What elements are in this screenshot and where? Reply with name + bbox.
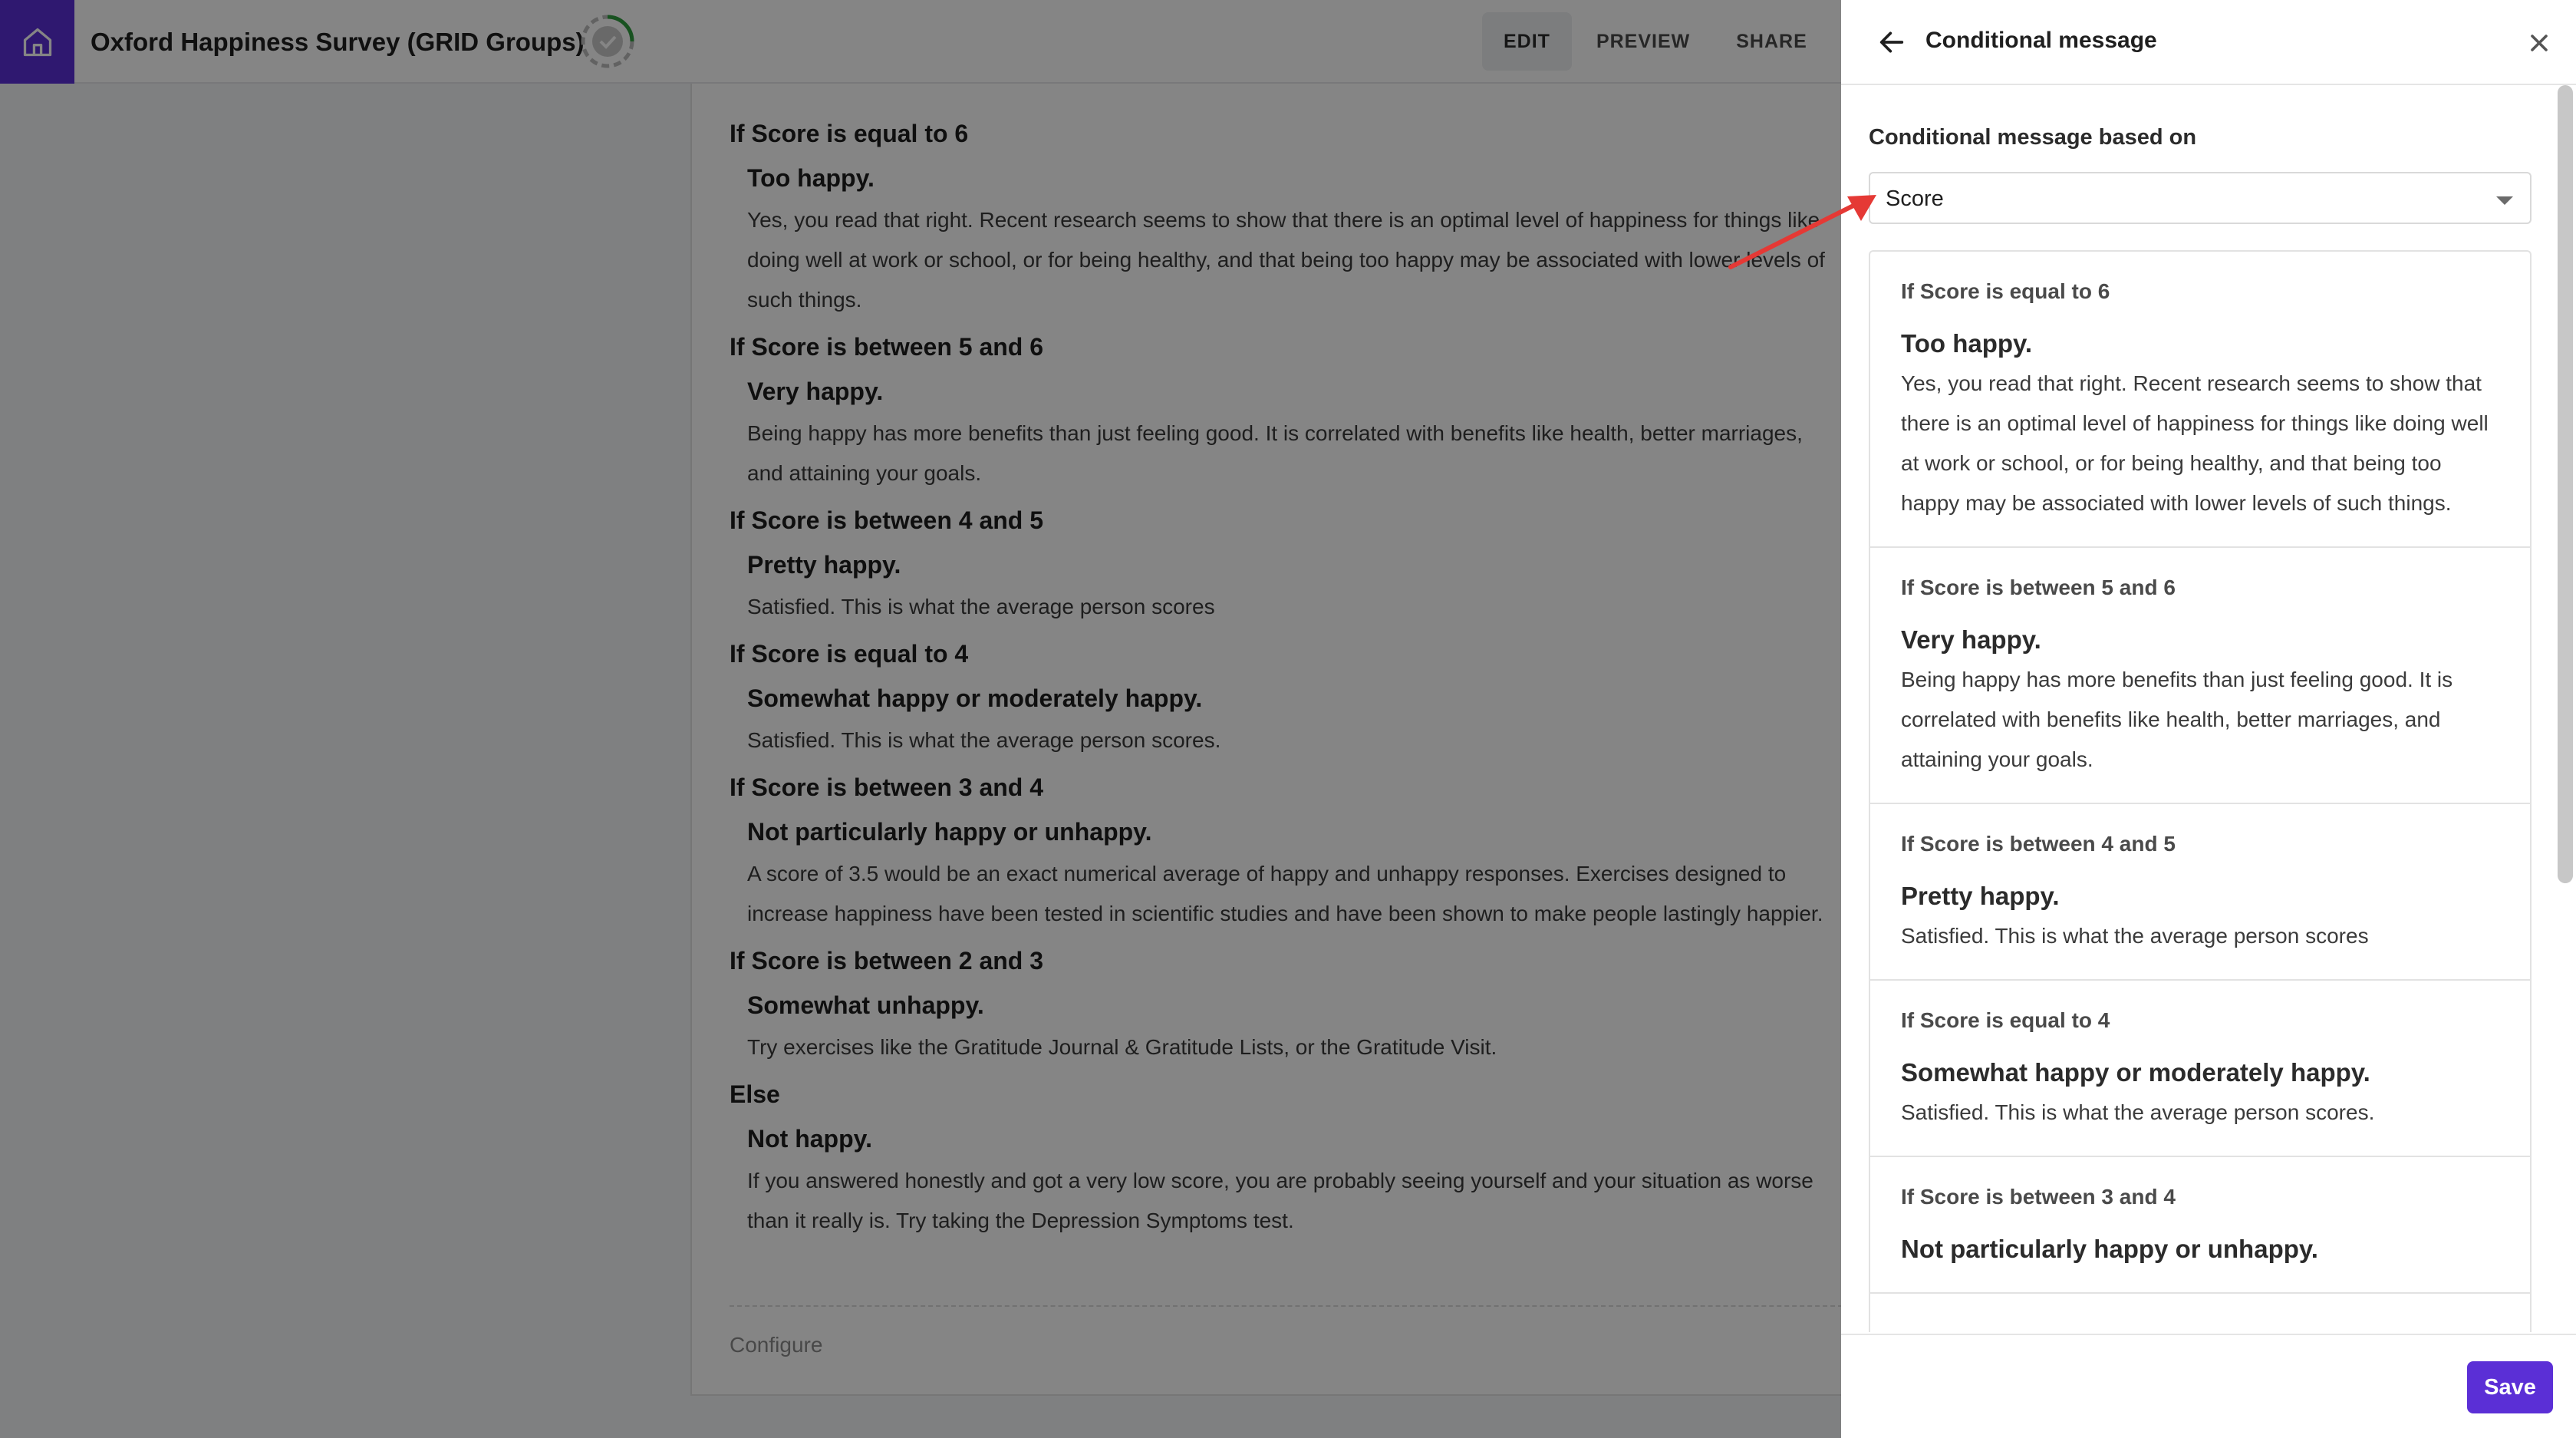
panel-scrollbar[interactable] xyxy=(2558,85,2573,883)
configure-link[interactable]: Configure xyxy=(730,1333,823,1357)
rule-condition: If Score is between 4 and 5 xyxy=(730,506,1044,534)
rule-title: Very happy. xyxy=(747,378,884,405)
rule-title: Not particularly happy or unhappy. xyxy=(747,818,1152,846)
rule-body: Satisfied. This is what the average person scores xyxy=(747,595,1215,618)
rule-title: Somewhat happy or moderately happy. xyxy=(747,684,1203,712)
condition-item[interactable] xyxy=(1870,252,2530,548)
based-on-select[interactable] xyxy=(1869,172,2532,224)
tab-edit[interactable]: EDIT xyxy=(1482,12,1572,71)
tab-share[interactable]: SHARE xyxy=(1736,30,1807,52)
rule-body: Try exercises like the Gratitude Journal & Gratitude Lists, or the Gratitude Visit. xyxy=(747,1035,1497,1059)
condition-title: Very happy. xyxy=(1901,625,2041,654)
condition-label: If Score is between 3 and 4 xyxy=(1901,1185,2176,1209)
annotation-arrow-icon xyxy=(1726,190,1879,275)
condition-list xyxy=(1869,250,2532,1332)
condition-title: Not particularly happy or unhappy. xyxy=(1901,1235,2318,1263)
condition-label: If Score is equal to 6 xyxy=(1901,279,2110,303)
tab-preview[interactable]: PREVIEW xyxy=(1596,30,1691,52)
close-icon[interactable] xyxy=(2525,29,2553,57)
chevron-down-icon xyxy=(2496,196,2513,205)
condition-label: If Score is between 4 and 5 xyxy=(1901,832,2176,856)
condition-item[interactable] xyxy=(1870,1157,2530,1294)
condition-body: Satisfied. This is what the average person scores xyxy=(1901,924,2369,948)
rule-title: Pretty happy. xyxy=(747,551,901,579)
condition-label: If Score is equal to 4 xyxy=(1901,1008,2110,1032)
rule-body: A score of 3.5 would be an exact numerical average of happy and unhappy responses. Exercises designed to increase happiness have been tested in scientific studies and have been shown to make people lastingly happier. xyxy=(747,862,1823,925)
panel-title: Conditional message xyxy=(1925,28,2157,53)
field-label: Conditional message based on xyxy=(1869,125,2197,150)
condition-item[interactable] xyxy=(1870,981,2530,1157)
condition-label: If Score is between 5 and 6 xyxy=(1901,576,2176,599)
condition-title: Too happy. xyxy=(1901,329,2033,358)
condition-body: Yes, you read that right. Recent research seems to show that there is an optimal level of happiness for things like doing well at work or school, or for being healthy, and that being too happy may be associated with lower levels of such things. xyxy=(1901,371,2489,515)
conditional-message-panel xyxy=(1841,0,2576,1438)
rule-condition: Else xyxy=(730,1080,780,1108)
save-button[interactable]: Save xyxy=(2467,1361,2553,1413)
rule-body: Being happy has more benefits than just feeling good. It is correlated with benefits like health, better marriages, and attaining your goals. xyxy=(747,421,1803,485)
select-value: Score xyxy=(1886,186,1944,211)
condition-item[interactable] xyxy=(1870,548,2530,804)
condition-item[interactable] xyxy=(1870,804,2530,981)
rule-condition: If Score is between 2 and 3 xyxy=(730,947,1044,975)
condition-body: Being happy has more benefits than just feeling good. It is correlated with benefits like health, better marriages, and attaining your goals. xyxy=(1901,668,2453,771)
rule-condition: If Score is between 5 and 6 xyxy=(730,333,1044,361)
condition-title: Somewhat happy or moderately happy. xyxy=(1901,1058,2370,1087)
condition-body: Satisfied. This is what the average person scores. xyxy=(1901,1100,2375,1124)
condition-title: Pretty happy. xyxy=(1901,882,2060,910)
panel-header xyxy=(1841,0,2576,85)
survey-title: Oxford Happiness Survey (GRID Groups) xyxy=(91,27,585,56)
back-arrow-icon[interactable] xyxy=(1876,27,1907,58)
rule-body: Yes, you read that right. Recent research seems to show that there is an optimal level of happiness for things like doing well at work or school, or for being healthy, and that being too happy may be associated with lower levels of such things. xyxy=(747,208,1825,312)
rule-condition: If Score is equal to 4 xyxy=(730,640,969,668)
rule-title: Not happy. xyxy=(747,1125,872,1153)
rule-condition: If Score is equal to 6 xyxy=(730,120,969,147)
rule-body: Satisfied. This is what the average person scores. xyxy=(747,728,1221,752)
panel-footer xyxy=(1841,1334,2576,1438)
rule-condition: If Score is between 3 and 4 xyxy=(730,773,1044,801)
rule-body: If you answered honestly and got a very low score, you are probably seeing yourself and your situation as worse than it really is. Try taking the Depression Symptoms test. xyxy=(747,1169,1813,1232)
rule-title: Somewhat unhappy. xyxy=(747,991,984,1019)
rule-title: Too happy. xyxy=(747,164,875,192)
